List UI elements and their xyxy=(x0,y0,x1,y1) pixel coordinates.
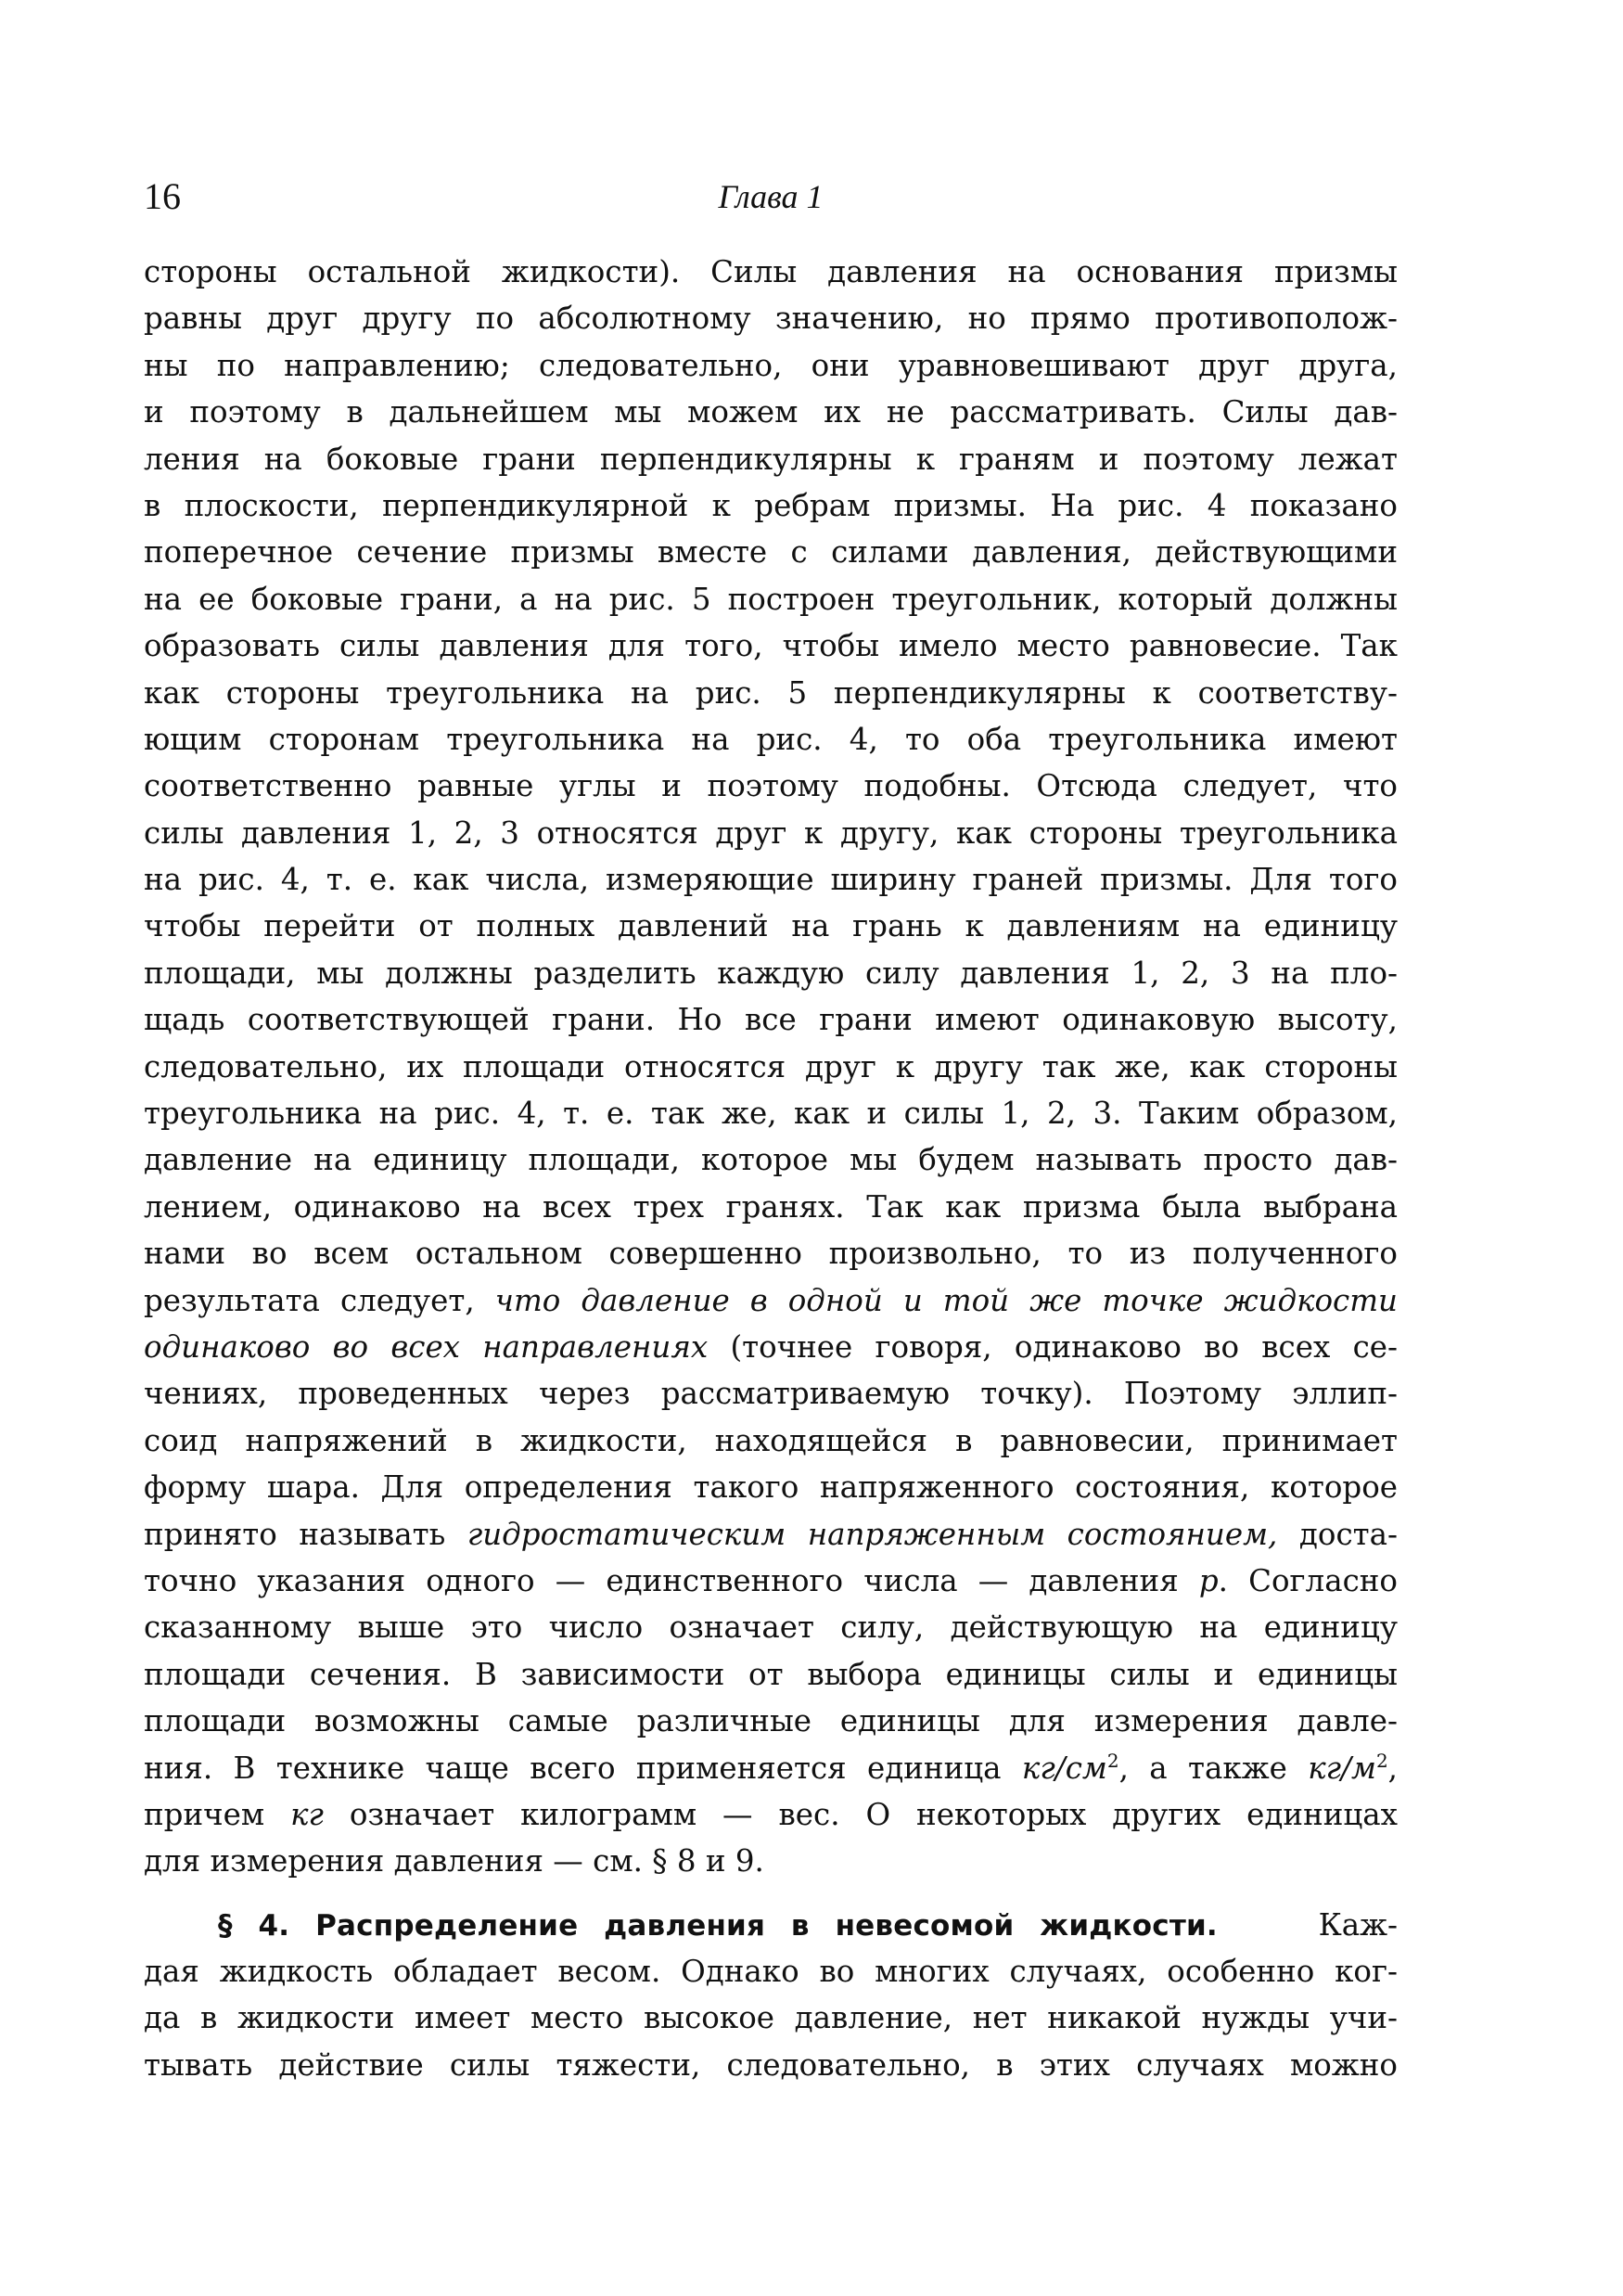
text-line: и поэтому в дальнейшем мы можем их не рассматривать. Силы дав- xyxy=(144,394,1398,430)
text-line: соид напряжений в жидкости, находящейся в равновесии, принимает xyxy=(144,1422,1398,1458)
text-line: силы давления 1, 2, 3 относятся друг к другу, как стороны треугольника xyxy=(144,815,1398,851)
text-line: § 4. Распределение давления в невесомой жидкости. Каж- xyxy=(218,1906,1398,1943)
text-line: на ее боковые грани, а на рис. 5 построен треугольник, который должны xyxy=(144,581,1398,617)
unit-kg: кг xyxy=(290,1796,324,1832)
text-line: одинаково во всех направлениях (точнее говоря, одинаково во всех се- xyxy=(144,1328,1398,1365)
text-line: нами во всем остальном совершенно произвольно, то из полученного xyxy=(144,1236,1398,1272)
text-line: для измерения давления — см. § 8 и 9. xyxy=(144,1843,764,1879)
running-head xyxy=(144,173,1398,228)
text-line: форму шара. Для определения такого напряженного состояния, которое xyxy=(144,1469,1398,1506)
emphasis-text: что давление в одной и той же точке жидкости xyxy=(494,1282,1398,1318)
emphasis-text: гидростатическим напряженным состоянием, xyxy=(466,1516,1278,1552)
text-line: соответственно равные углы и поэтому подобны. Отсюда следует, что xyxy=(144,768,1398,804)
text-line: щадь соответствующей грани. Но все грани имеют одинаковую высоту, xyxy=(144,1002,1398,1038)
text-line: стороны остальной жидкости). Силы давления на основания призмы xyxy=(144,254,1398,289)
text-line: тывать действие силы тяжести, следовательно, в этих случаях можно xyxy=(144,2046,1398,2083)
text-line: ющим сторонам треугольника на рис. 4, то оба треугольника имеют xyxy=(144,721,1398,757)
text-line: точно указания одного — единственного числа — давления p. Согласно xyxy=(144,1562,1398,1598)
page-number: 16 xyxy=(144,175,181,217)
unit-exponent: 2 xyxy=(1375,1749,1388,1772)
text-line: чениях, проведенных через рассматриваемую точку). Поэтому эллип- xyxy=(144,1376,1398,1412)
body-text xyxy=(144,249,1398,2088)
text-line: результата следует, что давление в одной и той же точке жидкости xyxy=(144,1282,1398,1318)
text-line: чтобы перейти от полных давлений на грань к давлениям на единицу xyxy=(144,908,1398,944)
text-line: в плоскости, перпендикулярной к ребрам призмы. На рис. 4 показано xyxy=(144,487,1398,523)
unit-kg-cm: кг/см xyxy=(1021,1750,1107,1786)
paragraph xyxy=(144,249,1398,1885)
text-line: дая жидкость обладает весом. Однако во многих случаях, особенно ког- xyxy=(144,1954,1398,1990)
text-line: как стороны треугольника на рис. 5 перпендикулярны к соответству- xyxy=(144,674,1398,711)
text-line: да в жидкости имеет место высокое давление, нет никакой нужды учи- xyxy=(144,2000,1398,2036)
text-line: причем кг означает килограмм — вес. О некоторых других единицах xyxy=(144,1796,1398,1832)
section-4 xyxy=(144,1902,1398,2089)
text-line: поперечное сечение призмы вместе с силами давления, действующими xyxy=(144,534,1398,571)
unit-kg-m: кг/м xyxy=(1308,1750,1376,1786)
text-line: площади сечения. В зависимости от выбора единицы силы и единицы xyxy=(144,1656,1398,1692)
text-line: равны друг другу по абсолютному значению, но прямо противополож- xyxy=(144,301,1398,337)
text-line: давление на единицу площади, которое мы будем называть просто дав- xyxy=(144,1142,1398,1178)
text-line: ления на боковые грани перпендикулярны к граням и поэтому лежат xyxy=(144,441,1398,477)
text-line: треугольника на рис. 4, т. е. так же, как и силы 1, 2, 3. Таким образом, xyxy=(144,1096,1398,1132)
text-line: образовать силы давления для того, чтобы имело место равновесие. Так xyxy=(144,628,1398,664)
pressure-symbol: p xyxy=(1198,1562,1219,1598)
text-line: следовательно, их площади относятся друг к другу так же, как стороны xyxy=(144,1048,1398,1084)
text-line: площади, мы должны разделить каждую силу давления 1, 2, 3 на пло- xyxy=(144,955,1398,991)
text-line: на рис. 4, т. е. как числа, измеряющие ширину граней призмы. Для того xyxy=(144,862,1398,898)
chapter-title: Глава 1 xyxy=(718,178,824,215)
text-line: площади возможны самые различные единицы для измерения давле- xyxy=(144,1703,1398,1739)
text-line: ны по направлению; следовательно, они уравновешивают друг друга, xyxy=(144,347,1398,383)
text-line: лением, одинаково на всех трех гранях. Так как призма была выбрана xyxy=(144,1188,1398,1225)
text-line: ния. В технике чаще всего применяется единица $кг/см^2$, а также $кг/м^2$, xyxy=(144,1749,1398,1786)
section-gap xyxy=(144,1885,1398,1902)
section-heading: § 4. Распределение давления в невесомой жидкости. xyxy=(218,1908,1218,1943)
text-line: принято называть гидростатическим напряженным состоянием, доста- xyxy=(144,1516,1398,1552)
text-line: сказанному выше это число означает силу, действующую на единицу xyxy=(144,1610,1398,1646)
unit-exponent: 2 xyxy=(1106,1749,1119,1772)
emphasis-text: одинаково во всех направлениях xyxy=(144,1328,709,1365)
